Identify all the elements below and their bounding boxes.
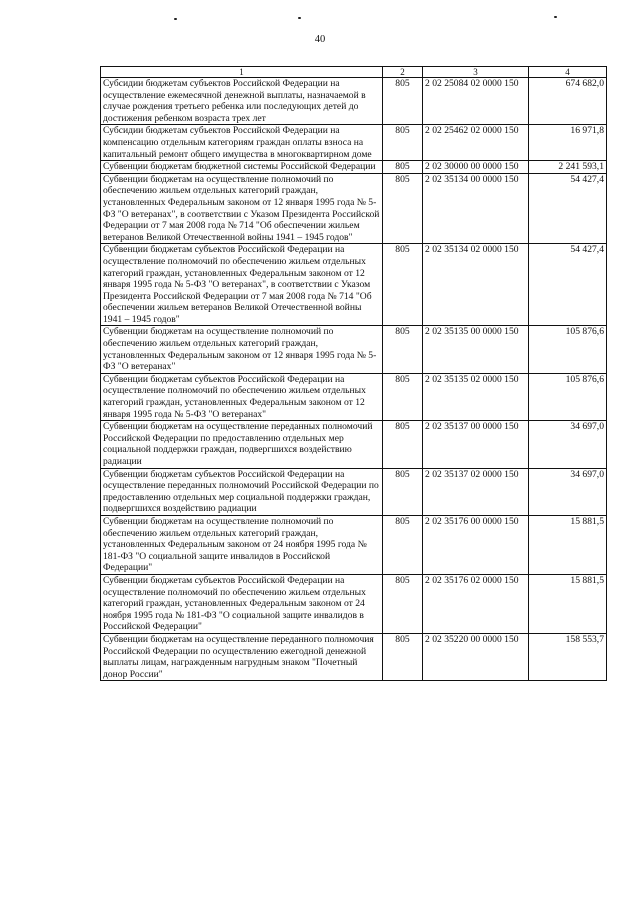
row-name: Субвенции бюджетам на осуществление полномочий по обеспечению жильем отдельных категорий граждан, установленных Федеральным законом от 24 ноября 1995 года № 181-ФЗ "О социальной защите инвалидов в Российской Федерации" xyxy=(101,515,383,574)
budget-classification-code: 2 02 25462 02 0000 150 xyxy=(423,125,529,161)
budget-classification-code: 2 02 35176 02 0000 150 xyxy=(423,574,529,633)
admin-code: 805 xyxy=(383,633,423,680)
table-row xyxy=(101,373,607,420)
admin-code: 805 xyxy=(383,161,423,174)
table-row xyxy=(101,326,607,373)
amount-value: 15 881,5 xyxy=(529,574,607,633)
amount-value: 158 553,7 xyxy=(529,633,607,680)
admin-code: 805 xyxy=(383,468,423,515)
scan-speck xyxy=(554,16,557,18)
budget-classification-code: 2 02 35134 00 0000 150 xyxy=(423,173,529,244)
amount-value: 15 881,5 xyxy=(529,515,607,574)
table-row xyxy=(101,125,607,161)
amount-value: 54 427,4 xyxy=(529,244,607,326)
row-name: Субвенции бюджетам субъектов Российской Федерации на осуществление полномочий по обеспечению жильем отдельных категорий граждан, установленных Федеральным законом от 12 января 1995 года № 5-ФЗ "О ветеранах", в соответствии с Указом Президента Российской Федерации от 7 мая 2008 года № 714 "Об обеспечении жильем ветеранов Великой Отечественной войны 1941 – 1945 годов" xyxy=(101,244,383,326)
row-name: Субвенции бюджетам бюджетной системы Российской Федерации xyxy=(101,161,383,174)
table-row xyxy=(101,633,607,680)
row-name: Субсидии бюджетам субъектов Российской Федерации на компенсацию отдельным категориям граждан оплаты взноса на капитальный ремонт общего имущества в многоквартирном доме xyxy=(101,125,383,161)
amount-value: 674 682,0 xyxy=(529,78,607,125)
amount-value: 16 971,8 xyxy=(529,125,607,161)
row-name: Субвенции бюджетам на осуществление переданного полномочия Российской Федерации по осуществлению ежегодной денежной выплаты лицам, награжденным нагрудным знаком "Почетный донор России" xyxy=(101,633,383,680)
table-header-row xyxy=(101,67,607,78)
column-header: 1 xyxy=(101,67,383,78)
amount-value: 2 241 593,1 xyxy=(529,161,607,174)
budget-classification-code: 2 02 35220 00 0000 150 xyxy=(423,633,529,680)
table-row xyxy=(101,244,607,326)
amount-value: 34 697,0 xyxy=(529,421,607,468)
admin-code: 805 xyxy=(383,78,423,125)
row-name: Субвенции бюджетам субъектов Российской Федерации на осуществление полномочий по обеспечению жильем отдельных категорий граждан, установленных Федеральным законом от 24 ноября 1995 года № 181-ФЗ "О социальной защите инвалидов в Российской Федерации" xyxy=(101,574,383,633)
admin-code: 805 xyxy=(383,125,423,161)
budget-classification-code: 2 02 35134 02 0000 150 xyxy=(423,244,529,326)
budget-classification-code: 2 02 30000 00 0000 150 xyxy=(423,161,529,174)
column-header: 3 xyxy=(423,67,529,78)
row-name: Субсидии бюджетам субъектов Российской Федерации на осуществление ежемесячной денежной выплаты, назначаемой в случае рождения третьего ребенка или последующих детей до достижения ребенком возраста трех лет xyxy=(101,78,383,125)
budget-classification-code: 2 02 35176 00 0000 150 xyxy=(423,515,529,574)
budget-revenue-table xyxy=(100,66,607,681)
amount-value: 54 427,4 xyxy=(529,173,607,244)
budget-classification-code: 2 02 35137 02 0000 150 xyxy=(423,468,529,515)
budget-classification-code: 2 02 25084 02 0000 150 xyxy=(423,78,529,125)
admin-code: 805 xyxy=(383,244,423,326)
admin-code: 805 xyxy=(383,373,423,420)
row-name: Субвенции бюджетам на осуществление полномочий по обеспечению жильем отдельных категорий граждан, установленных Федеральным законом от 12 января 1995 года № 5-ФЗ "О ветеранах", в соответствии с Указом Президента Российской Федерации от 7 мая 2008 года № 714 "Об обеспечении жильем ветеранов Великой Отечественной войны 1941 – 1945 годов" xyxy=(101,173,383,244)
row-name: Субвенции бюджетам на осуществление переданных полномочий Российской Федерации по предоставлению отдельных мер социальной поддержки граждан, подвергшихся воздействию радиации xyxy=(101,421,383,468)
amount-value: 105 876,6 xyxy=(529,373,607,420)
table-row xyxy=(101,161,607,174)
page-number: 40 xyxy=(314,34,326,45)
admin-code: 805 xyxy=(383,574,423,633)
table-row xyxy=(101,173,607,244)
column-header: 4 xyxy=(529,67,607,78)
admin-code: 805 xyxy=(383,421,423,468)
column-header: 2 xyxy=(383,67,423,78)
budget-classification-code: 2 02 35135 02 0000 150 xyxy=(423,373,529,420)
admin-code: 805 xyxy=(383,326,423,373)
amount-value: 105 876,6 xyxy=(529,326,607,373)
table-row xyxy=(101,515,607,574)
table-row xyxy=(101,78,607,125)
row-name: Субвенции бюджетам субъектов Российской Федерации на осуществление переданных полномочий Российской Федерации по предоставлению отдельных мер социальной поддержки граждан, подвергшихся воздействию радиации xyxy=(101,468,383,515)
table-row xyxy=(101,468,607,515)
admin-code: 805 xyxy=(383,515,423,574)
row-name: Субвенции бюджетам субъектов Российской Федерации на осуществление полномочий по обеспечению жильем отдельных категорий граждан, установленных Федеральным законом от 12 января 1995 года № 5-ФЗ "О ветеранах" xyxy=(101,373,383,420)
budget-classification-code: 2 02 35137 00 0000 150 xyxy=(423,421,529,468)
amount-value: 34 697,0 xyxy=(529,468,607,515)
table-row xyxy=(101,421,607,468)
budget-classification-code: 2 02 35135 00 0000 150 xyxy=(423,326,529,373)
table-row xyxy=(101,574,607,633)
admin-code: 805 xyxy=(383,173,423,244)
scan-speck xyxy=(298,17,301,19)
row-name: Субвенции бюджетам на осуществление полномочий по обеспечению жильем отдельных категорий граждан, установленных Федеральным законом от 12 января 1995 года № 5-ФЗ "О ветеранах" xyxy=(101,326,383,373)
scan-speck xyxy=(174,18,177,20)
